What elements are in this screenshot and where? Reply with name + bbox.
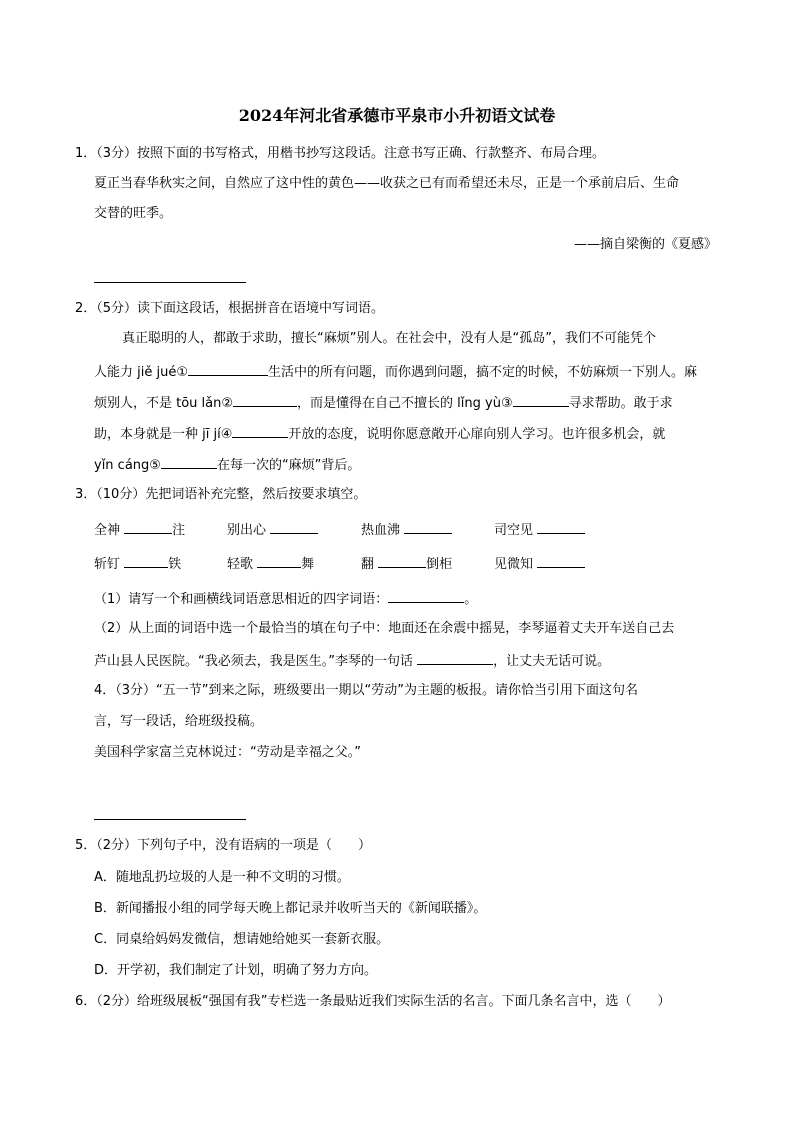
idiom-7 [361, 555, 452, 573]
question-4-quote: 美国科学家富兰克林说过：“劳动是幸福之父。” [94, 745, 361, 760]
question-2-line-1: 真正聪明的人，都敢于求助，擅长“麻烦”别人。在社会中，没有人是“孤岛”，我们不可能凭个 [122, 331, 656, 346]
idiom-blank[interactable] [537, 521, 585, 534]
idiom-8 [494, 555, 585, 573]
idiom-suffix: 倒柜 [426, 557, 453, 572]
sub-2-answer-blank[interactable] [417, 652, 493, 665]
idiom-blank[interactable] [537, 555, 585, 568]
idiom-prefix: 别出心 [227, 523, 267, 538]
idiom-prefix: 见微知 [494, 557, 534, 572]
idiom-suffix: 注 [172, 523, 186, 538]
idiom-2 [227, 521, 318, 539]
question-2-line-3 [94, 394, 673, 412]
answer-blank-5[interactable] [161, 456, 217, 469]
answer-blank-3[interactable] [513, 394, 569, 407]
answer-blank-2[interactable] [233, 394, 297, 407]
question-3-sub-2-line-1: （2）从上面的词语中选一个最恰当的填在句子中：地面还在余震中摇晃，李琴逼着丈夫开车送自己去 [94, 621, 675, 636]
idiom-blank[interactable] [404, 521, 452, 534]
text-segment: ，而是懂得在自己不擅长的 lǐng yù③ [297, 396, 513, 411]
idiom-blank[interactable] [257, 555, 301, 568]
option-c[interactable]: C．同桌给妈妈发微信，想请她给她买一套新衣服。 [94, 932, 390, 947]
question-3-head: 3．（10分）先把词语补充完整，然后按要求填空。 [75, 487, 367, 502]
pinyin-label: yǐn cáng⑤ [94, 458, 161, 473]
idiom-blank[interactable] [124, 521, 172, 534]
idiom-prefix: 全神 [94, 523, 121, 538]
sub-question-text: 芦山县人民医院。“我必须去，我是医生。”李琴的一句话 [94, 654, 413, 669]
question-1-head: 1．（3分）按照下面的书写格式，用楷书抄写这段话。注意书写正确、行款整齐、布局合理。 [75, 146, 606, 161]
question-4-head-2: 言，写一段话，给班级投稿。 [94, 714, 264, 729]
idiom-prefix: 翻 [361, 557, 375, 572]
pinyin-label: 烦别人，不是 tōu lǎn② [94, 396, 234, 411]
question-1-passage-line-2: 交替的旺季。 [94, 206, 173, 221]
option-d[interactable]: D．开学初，我们制定了计划，明确了努力方向。 [94, 963, 378, 978]
idiom-suffix: 铁 [168, 557, 182, 572]
text-segment: 开放的态度，说明你愿意敞开心扉向别人学习。也许很多机会，就 [288, 427, 666, 442]
idiom-5 [94, 555, 181, 573]
answer-blank-1[interactable] [188, 363, 268, 376]
question-2-line-5 [94, 456, 360, 474]
question-1-answer-line[interactable] [94, 282, 246, 283]
idiom-1 [94, 521, 185, 539]
text-segment: 在每一次的“麻烦”背后。 [216, 458, 361, 473]
question-2-head: 2．（5分）读下面这段话，根据拼音在语境中写词语。 [75, 301, 385, 316]
question-3-sub-2-line-2 [94, 652, 610, 670]
idiom-prefix: 斩钉 [94, 557, 121, 572]
pinyin-label: 助，本身就是一种 jī jí④ [94, 427, 233, 442]
idiom-prefix: 司空见 [494, 523, 534, 538]
sub-question-end: 。 [464, 592, 478, 607]
option-a[interactable]: A．随地乱扔垃圾的人是一种不文明的习惯。 [94, 870, 350, 885]
question-4-head-1: 4．（3分）“五一节”到来之际，班级要出一期以“劳动”为主题的板报。请你恰当引用下面这句名 [94, 683, 638, 698]
idiom-blank[interactable] [124, 555, 168, 568]
question-2-line-2 [94, 363, 697, 381]
pinyin-label: 人能力 jiě jué① [94, 365, 188, 380]
answer-blank-4[interactable] [232, 425, 288, 438]
question-5-head: 5．（2分）下列句子中，没有语病的一项是（ ） [75, 838, 372, 853]
idiom-4 [494, 521, 585, 539]
option-b[interactable]: B．新闻播报小组的同学每天晚上都记录并收听当天的《新闻联播》。 [94, 901, 487, 916]
sub-question-text: （1）请写一个和画横线词语意思相近的四字词语： [94, 592, 389, 607]
idiom-prefix: 热血沸 [361, 523, 401, 538]
question-1-source: ——摘自梁衡的《夏感》 [573, 237, 717, 252]
idiom-prefix: 轻歌 [227, 557, 254, 572]
question-4-answer-line[interactable] [94, 819, 246, 820]
page-title: 2024年河北省承德市平泉市小升初语文试卷 [238, 106, 556, 125]
question-1-passage-line-1: 夏正当春华秋实之间，自然应了这中性的黄色——收获之已有而希望还未尽，正是一个承前启后、生命 [94, 176, 680, 191]
text-segment: 生活中的所有问题，而你遇到问题，搞不定的时候，不妨麻烦一下别人。麻 [268, 365, 698, 380]
question-3-sub-1 [94, 590, 477, 608]
sub-1-answer-blank[interactable] [388, 590, 464, 603]
question-6-head: 6．（2分）给班级展板“强国有我”专栏选一条最贴近我们实际生活的名言。下面几条名言中，选（ ） [75, 994, 671, 1009]
text-segment: 寻求帮助。敢于求 [568, 396, 673, 411]
idiom-suffix: 舞 [301, 557, 315, 572]
idiom-3 [361, 521, 452, 539]
idiom-blank[interactable] [378, 555, 426, 568]
idiom-blank[interactable] [270, 521, 318, 534]
sub-question-text: ，让丈夫无话可说。 [493, 654, 611, 669]
idiom-6 [227, 555, 314, 573]
question-2-line-4 [94, 425, 665, 443]
